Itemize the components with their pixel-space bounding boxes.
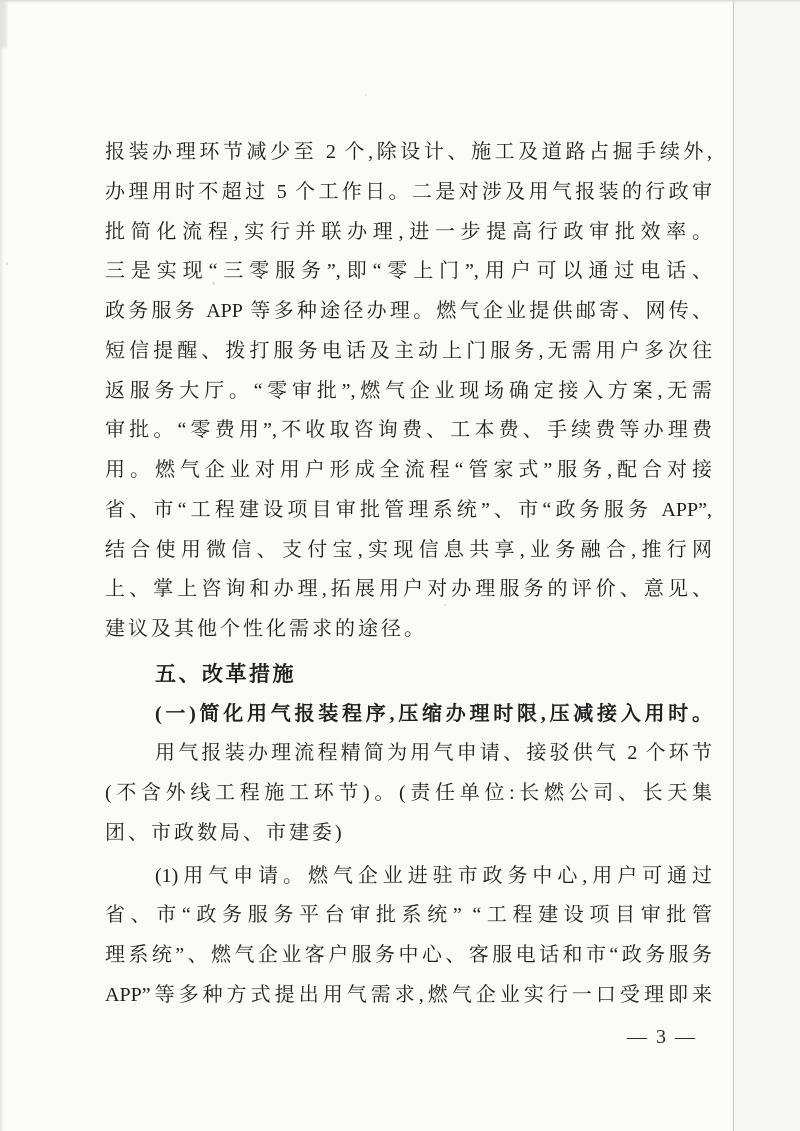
- paragraph-line: (不含外线工程施工环节)。(责任单位:长燃公司、长天集: [105, 782, 712, 804]
- scan-right-strip: [734, 0, 800, 1131]
- body-line: 审批。“零费用”,不收取咨询费、工本费、手续费等办理费: [105, 419, 712, 442]
- scan-left-edge: [0, 0, 4, 1131]
- paragraph-line: (1)用气申请。燃气企业进驻市政务中心,用户可通过: [155, 864, 712, 887]
- page-fold-line: [733, 0, 734, 1131]
- paragraph-line: APP”等多种方式提出用气需求,燃气企业实行一口受理即来: [105, 983, 712, 1006]
- scan-top-edge: [0, 0, 800, 3]
- section-heading: 五、改革措施: [155, 662, 296, 686]
- scan-speck: [6, 262, 8, 265]
- subsection-heading: (一)简化用气报装程序,压缩办理时限,压减接入用时。: [155, 702, 712, 725]
- body-line: 上、掌上咨询和办理,拓展用户对办理服务的评价、意见、: [105, 578, 712, 601]
- document-text-block: [105, 133, 712, 1016]
- paragraph-line: 省、市“政务服务平台审批系统” “工程建设项目审批管: [105, 904, 712, 927]
- body-line: 短信提醒、拨打服务电话及主动上门服务,无需用户多次往: [105, 339, 712, 362]
- paragraph-line: 用气报装办理流程精简为用气申请、接驳供气 2 个环节: [155, 742, 712, 765]
- body-line: 建议及其他个性化需求的途径。: [105, 618, 427, 640]
- page-number: — 3 —: [627, 1026, 697, 1048]
- body-line: 省、市“工程建设项目审批管理系统”、市“政务服务 APP”,: [105, 498, 712, 521]
- paragraph-line: 团、市政数局、市建委): [105, 821, 345, 844]
- scan-corner-blemish: [0, 0, 7, 48]
- body-line: 政务服务 APP 等多种途径办理。燃气企业提供邮寄、网传、: [105, 300, 712, 322]
- body-line: 用。燃气企业对用户形成全流程“管家式”服务,配合对接: [105, 459, 712, 481]
- body-line: 批简化流程,实行并联办理,进一步提高行政审批效率。: [105, 220, 712, 243]
- body-line: 三是实现“三零服务”,即“零上门”,用户可以通过电话、: [105, 260, 712, 283]
- body-line: 结合使用微信、支付宝,实现信息共享,业务融合,推行网: [105, 538, 712, 561]
- scan-speck: [365, 94, 367, 96]
- paragraph-line: 理系统”、燃气企业客户服务中心、客服电话和市“政务服务: [105, 944, 712, 966]
- body-line: 返服务大厅。“零审批”,燃气企业现场确定接入方案,无需: [105, 379, 712, 402]
- body-line: 办理用时不超过 5 个工作日。二是对涉及用气报装的行政审: [105, 180, 712, 203]
- body-line: 报装办理环节减少至 2 个,除设计、施工及道路占掘手续外,: [105, 141, 712, 163]
